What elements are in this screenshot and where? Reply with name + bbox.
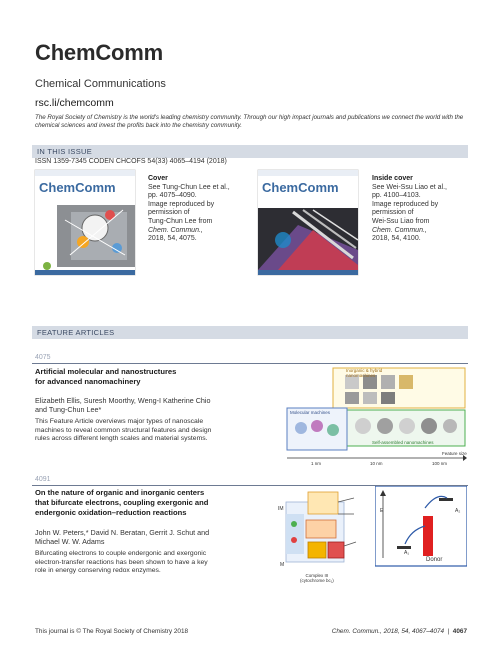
inside-cover-artwork bbox=[258, 170, 358, 275]
cover-caption-line: Tung-Chun Lee from bbox=[148, 217, 213, 225]
cover-logo: ChemComm bbox=[39, 180, 116, 195]
inside-cover-caption-line: 2018, 54, 4100. bbox=[372, 235, 421, 243]
diagram-label-m: M bbox=[280, 562, 285, 568]
inside-cover-caption-line: Chem. Commun., bbox=[372, 226, 427, 234]
nanomachinery-figure bbox=[285, 366, 467, 470]
article-page-number: 4075 bbox=[35, 354, 51, 361]
inside-cover-image[interactable] bbox=[258, 170, 358, 275]
figure-label-self-assembled: Self-assembled nanomachines bbox=[372, 440, 434, 445]
energy-label-a2: A₂ bbox=[455, 508, 461, 514]
energy-diagram bbox=[375, 486, 467, 568]
feature-articles-label: FEATURE ARTICLES bbox=[37, 328, 115, 337]
footer-copyright: This journal is © The Royal Society of Chemistry 2018 bbox=[35, 628, 189, 635]
article-authors: Elizabeth Ellis, Suresh Moorthy, Weng-I Katherine Chio and Tung-Chun Lee* bbox=[35, 396, 211, 415]
figure-tick: 10 nm bbox=[370, 461, 383, 466]
complex-iii-diagram bbox=[272, 484, 372, 582]
cover-caption bbox=[148, 175, 230, 244]
cover-artwork bbox=[35, 170, 135, 275]
figure-tick: 1 nm bbox=[311, 461, 322, 466]
diagram-label-im: IM bbox=[278, 506, 284, 512]
cover-caption-line: pp. 4075–4090. bbox=[148, 192, 197, 200]
inside-cover-caption-line: Image reproduced by bbox=[372, 200, 439, 208]
in-this-issue-label: IN THIS ISSUE bbox=[37, 147, 93, 156]
inside-cover-caption-line: Wei-Ssu Liao from bbox=[372, 217, 430, 225]
figure-label-molecular: Molecular machines bbox=[290, 410, 331, 415]
journal-full-name: Chemical Communications bbox=[35, 78, 166, 90]
energy-label-donor: Donor bbox=[426, 557, 443, 563]
inside-cover-caption-line: See Wei-Ssu Liao et al., bbox=[372, 183, 447, 191]
footer-citation bbox=[332, 628, 467, 635]
energy-axis-label: E bbox=[380, 508, 384, 514]
figure-tick: 100 nm bbox=[432, 461, 448, 466]
inside-cover-caption-line: permission of bbox=[372, 209, 414, 217]
figure-label-inorganic: Inorganic & hybrid nanomachines bbox=[346, 368, 383, 378]
figure-axis-label: Feature size bbox=[442, 451, 467, 456]
cover-caption-line: Chem. Commun., bbox=[148, 226, 203, 234]
article-abstract: This Feature Article overviews major types of nanoscale machines to reveal common structural features and design rules across different length scales and material systems. bbox=[35, 418, 212, 443]
article-authors: John W. Peters,* David N. Beratan, Gerrit J. Schut and Michael W. W. Adams bbox=[35, 528, 210, 547]
cover-caption-line: permission of bbox=[148, 209, 190, 217]
journal-url[interactable]: rsc.li/chemcomm bbox=[35, 97, 114, 109]
energy-label-a1: A₁ bbox=[404, 550, 410, 556]
inside-cover-logo: ChemComm bbox=[262, 180, 339, 195]
article-page-number: 4091 bbox=[35, 476, 51, 483]
inside-cover-heading: Inside cover bbox=[372, 175, 413, 182]
complex-iii-label: Complex III (cytochrome bc₁) bbox=[300, 573, 334, 583]
cover-heading: Cover bbox=[148, 175, 168, 182]
cover-caption-line: See Tung-Chun Lee et al., bbox=[148, 183, 230, 191]
issn-line: ISSN 1359-7345 CODEN CHCOFS 54(33) 4065–4194 (2018) bbox=[35, 158, 227, 165]
cover-image[interactable] bbox=[35, 170, 135, 275]
article-title[interactable]: Artificial molecular and nanostructures for advanced nanomachinery bbox=[35, 367, 177, 386]
rsc-tagline: The Royal Society of Chemistry is the world's leading chemistry community. Through our high impact journals and publications we connect the world with the chemical sciences and invest the profits back into the chemistry community. bbox=[35, 114, 464, 129]
journal-title: ChemComm bbox=[35, 40, 163, 65]
article-title[interactable]: On the nature of organic and inorganic centers that bifurcate electrons, coupling exergonic and endergonic oxidation–reduction reactions bbox=[35, 488, 209, 517]
cover-caption-line: 2018, 54, 4075. bbox=[148, 235, 197, 243]
inside-cover-caption-line: pp. 4100–4103. bbox=[372, 192, 421, 200]
inside-cover-caption bbox=[372, 175, 447, 244]
footer-separator: | bbox=[445, 628, 451, 635]
article-divider bbox=[32, 363, 468, 364]
article-abstract: Bifurcating electrons to couple endergonic and exergonic electron-transfer reactions has been shown to have a key role in energy conserving redox enzymes. bbox=[35, 550, 208, 575]
footer-page-number: 4067 bbox=[452, 628, 467, 635]
feature-articles-bar bbox=[32, 326, 468, 339]
cover-caption-line: Image reproduced by bbox=[148, 200, 215, 208]
in-this-issue-bar bbox=[32, 145, 468, 158]
footer-citation-text: Chem. Commun., 2018, 54, 4067–4074 bbox=[331, 628, 444, 635]
